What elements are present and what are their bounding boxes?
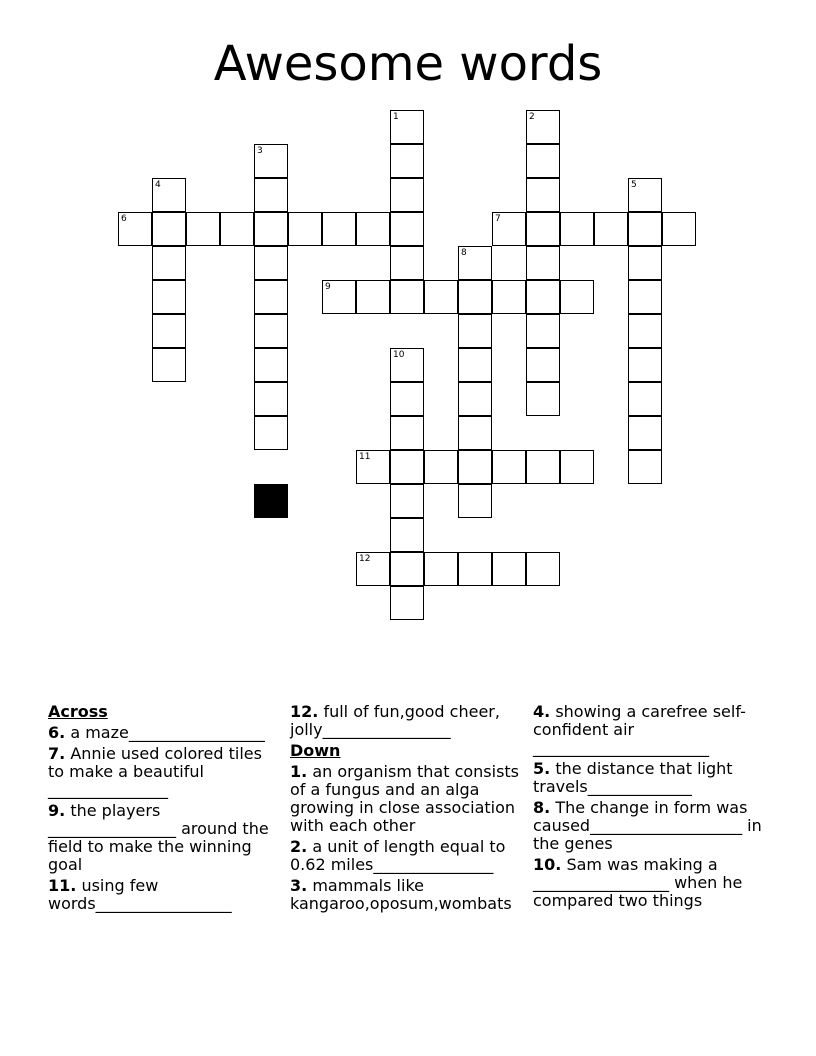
clue-text: a maze_________________ bbox=[70, 723, 265, 742]
grid-cell[interactable] bbox=[152, 280, 186, 314]
clue-text: full of fun,good cheer, jolly________________ bbox=[290, 702, 500, 739]
puzzle-title: Awesome words bbox=[213, 36, 603, 92]
grid-cell[interactable] bbox=[458, 246, 492, 280]
grid-cell[interactable] bbox=[390, 280, 424, 314]
grid-cell[interactable] bbox=[390, 212, 424, 246]
grid-cell[interactable] bbox=[526, 178, 560, 212]
grid-cell[interactable] bbox=[254, 348, 288, 382]
grid-cell[interactable] bbox=[560, 280, 594, 314]
grid-cell[interactable] bbox=[458, 314, 492, 348]
clue-down-8 bbox=[533, 799, 773, 853]
grid-cell[interactable] bbox=[356, 450, 390, 484]
grid-cell[interactable] bbox=[356, 552, 390, 586]
grid-cell[interactable] bbox=[628, 212, 662, 246]
across-heading: Across bbox=[48, 702, 108, 721]
cell-number: 4 bbox=[155, 180, 161, 190]
cell-number: 2 bbox=[529, 112, 535, 122]
grid-cell[interactable] bbox=[390, 246, 424, 280]
grid-cell[interactable] bbox=[458, 450, 492, 484]
grid-cell[interactable] bbox=[322, 280, 356, 314]
clue-text: mammals like kangaroo,oposum,wombats bbox=[290, 876, 512, 913]
grid-cell[interactable] bbox=[526, 552, 560, 586]
grid-cell[interactable] bbox=[424, 450, 458, 484]
clue-down-1 bbox=[290, 763, 524, 835]
clue-down-2 bbox=[290, 838, 524, 874]
clue-down-4 bbox=[533, 703, 773, 757]
grid-cell[interactable] bbox=[628, 314, 662, 348]
grid-cell[interactable] bbox=[254, 178, 288, 212]
clue-text: The change in form was caused___________________ in the genes bbox=[533, 798, 762, 853]
clue-text: the distance that light travels_____________ bbox=[533, 759, 733, 796]
grid-cell[interactable] bbox=[628, 348, 662, 382]
grid-cell[interactable] bbox=[424, 280, 458, 314]
grid-cell[interactable] bbox=[152, 314, 186, 348]
cell-number: 5 bbox=[631, 180, 637, 190]
grid-cell[interactable] bbox=[628, 450, 662, 484]
clue-across-9 bbox=[48, 802, 270, 874]
clue-down-10 bbox=[533, 856, 773, 910]
clue-number: 9. bbox=[48, 801, 66, 820]
grid-cell[interactable] bbox=[390, 348, 424, 382]
clue-across-7 bbox=[48, 745, 270, 799]
clue-number: 8. bbox=[533, 798, 551, 817]
clue-text: Sam was making a _________________ when he compared two things bbox=[533, 855, 743, 910]
grid-cell[interactable] bbox=[152, 348, 186, 382]
grid-cell[interactable] bbox=[458, 348, 492, 382]
clue-across-12 bbox=[290, 703, 524, 739]
grid-cell[interactable] bbox=[526, 144, 560, 178]
grid-cell[interactable] bbox=[186, 212, 220, 246]
grid-cell[interactable] bbox=[628, 280, 662, 314]
grid-cell[interactable] bbox=[594, 212, 628, 246]
cell-number: 8 bbox=[461, 248, 467, 258]
clue-column-2 bbox=[290, 700, 524, 913]
grid-cell[interactable] bbox=[390, 450, 424, 484]
clue-number: 7. bbox=[48, 744, 66, 763]
grid-cell[interactable] bbox=[458, 280, 492, 314]
grid-cell[interactable] bbox=[356, 280, 390, 314]
clue-text: using few words_________________ bbox=[48, 876, 232, 913]
grid-cell[interactable] bbox=[458, 552, 492, 586]
grid-cell[interactable] bbox=[356, 212, 390, 246]
grid-cell[interactable] bbox=[390, 586, 424, 620]
grid-cell[interactable] bbox=[254, 144, 288, 178]
clue-text: an organism that consists of a fungus and an alga growing in close association with each other bbox=[290, 762, 520, 835]
cell-number: 1 bbox=[393, 112, 399, 122]
clue-text: Annie used colored tiles to make a beautiful _______________ bbox=[48, 744, 262, 799]
grid-cell[interactable] bbox=[526, 314, 560, 348]
grid-cell[interactable] bbox=[322, 212, 356, 246]
clue-number: 12. bbox=[290, 702, 319, 721]
clue-number: 5. bbox=[533, 759, 551, 778]
grid-cell[interactable] bbox=[390, 518, 424, 552]
clue-number: 3. bbox=[290, 876, 308, 895]
grid-cell[interactable] bbox=[220, 212, 254, 246]
grid-cell[interactable] bbox=[560, 450, 594, 484]
clue-down-3 bbox=[290, 877, 524, 913]
grid-cell[interactable] bbox=[390, 178, 424, 212]
grid-cell[interactable] bbox=[662, 212, 696, 246]
grid-cell[interactable] bbox=[560, 212, 594, 246]
clue-text: showing a carefree self-confident air ______________________ bbox=[533, 702, 746, 757]
clue-column-3 bbox=[533, 700, 773, 910]
grid-cell[interactable] bbox=[152, 212, 186, 246]
grid-cell[interactable] bbox=[152, 178, 186, 212]
clue-text: the players ________________ around the field to make the winning goal bbox=[48, 801, 269, 874]
grid-cell[interactable] bbox=[424, 552, 458, 586]
grid-cell[interactable] bbox=[492, 450, 526, 484]
clue-number: 4. bbox=[533, 702, 551, 721]
grid-cell[interactable] bbox=[254, 246, 288, 280]
grid-cell[interactable] bbox=[492, 280, 526, 314]
black-square bbox=[254, 484, 288, 518]
cell-number: 12 bbox=[359, 554, 371, 564]
grid-cell[interactable] bbox=[492, 552, 526, 586]
grid-cell[interactable] bbox=[254, 416, 288, 450]
grid-cell[interactable] bbox=[526, 450, 560, 484]
clue-text: a unit of length equal to 0.62 miles_______________ bbox=[290, 837, 506, 874]
grid-cell[interactable] bbox=[152, 246, 186, 280]
grid-cell[interactable] bbox=[390, 552, 424, 586]
clue-number: 6. bbox=[48, 723, 66, 742]
grid-cell[interactable] bbox=[390, 484, 424, 518]
grid-cell[interactable] bbox=[254, 382, 288, 416]
grid-cell[interactable] bbox=[458, 382, 492, 416]
grid-cell[interactable] bbox=[390, 382, 424, 416]
grid-cell[interactable] bbox=[628, 246, 662, 280]
grid-cell[interactable] bbox=[526, 382, 560, 416]
grid-cell[interactable] bbox=[390, 144, 424, 178]
clue-number: 11. bbox=[48, 876, 77, 895]
clue-across-11 bbox=[48, 877, 270, 913]
grid-cell[interactable] bbox=[254, 314, 288, 348]
cell-number: 7 bbox=[495, 214, 501, 224]
down-heading: Down bbox=[290, 741, 341, 760]
cell-number: 11 bbox=[359, 452, 371, 462]
grid-cell[interactable] bbox=[526, 110, 560, 144]
grid-cell[interactable] bbox=[458, 484, 492, 518]
grid-cell[interactable] bbox=[526, 348, 560, 382]
grid-cell[interactable] bbox=[526, 246, 560, 280]
clue-number: 2. bbox=[290, 837, 308, 856]
clue-number: 10. bbox=[533, 855, 562, 874]
grid-cell[interactable] bbox=[254, 212, 288, 246]
grid-cell[interactable] bbox=[118, 212, 152, 246]
grid-cell[interactable] bbox=[458, 416, 492, 450]
grid-cell[interactable] bbox=[526, 280, 560, 314]
cell-number: 6 bbox=[121, 214, 127, 224]
grid-cell[interactable] bbox=[628, 382, 662, 416]
grid-cell[interactable] bbox=[628, 416, 662, 450]
clue-number: 1. bbox=[290, 762, 308, 781]
grid-cell[interactable] bbox=[390, 110, 424, 144]
cell-number: 10 bbox=[393, 350, 405, 360]
clue-down-5 bbox=[533, 760, 773, 796]
grid-cell[interactable] bbox=[390, 416, 424, 450]
clue-across-6 bbox=[48, 724, 270, 742]
grid-cell[interactable] bbox=[492, 212, 526, 246]
cell-number: 3 bbox=[257, 146, 263, 156]
cell-number: 9 bbox=[325, 282, 331, 292]
grid-cell[interactable] bbox=[254, 280, 288, 314]
grid-cell[interactable] bbox=[628, 178, 662, 212]
grid-cell[interactable] bbox=[526, 212, 560, 246]
grid-cell[interactable] bbox=[288, 212, 322, 246]
clue-column-1 bbox=[48, 700, 270, 913]
